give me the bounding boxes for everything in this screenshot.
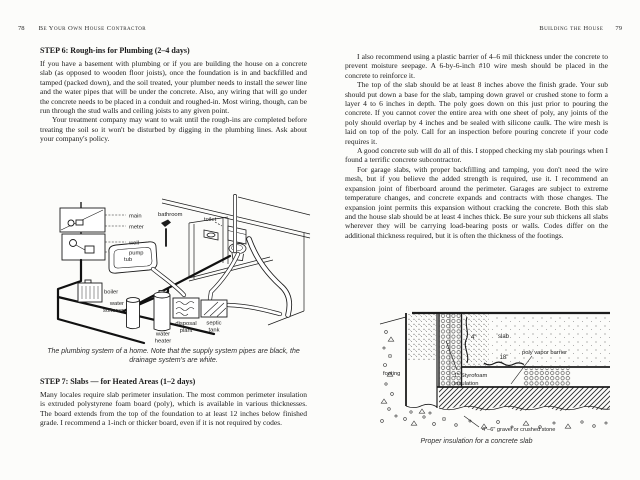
label-septic-1: septic [206,320,222,327]
label-septic-2: tank [208,327,220,334]
tub-shape [109,242,157,273]
step6-heading: STEP 6: Rough-ins for Plumbing (2–4 days) [40,46,190,55]
slab-insulation-diagram [378,308,610,436]
label-pump: pump [129,250,144,257]
label-tub: tub [124,257,133,263]
right-paragraph-1: I also recommend using a plastic barrier of 4–6 mil thickness under the concrete to prevent moisture seepage. A 6-by-6-inch #10 wire mesh should be placed in the concrete to reinforce it. [345,52,608,80]
plumbing-caption: The plumbing system of a home. Note that the supply system pipes are black, the drainage system's are white. [47,348,300,364]
label-disposal-2: plant [179,328,193,334]
page-number-right: 79 [615,25,622,32]
sink-shape [204,230,218,240]
step7-paragraph-1: Many locales require slab perimeter insulation. The most common perimeter insulation is extruded polystyrene foam board (poly), which is available in various thicknesses. The board extends from the top of the foundation to at least 12 inches below finished grade. I recommend a 1-inch or thicker board, even if it is not required by codes. [40,390,307,428]
label-poly-vapor-barrier: poly vapor barrier [522,350,568,356]
label-gravel: 4"–6" gravel or crushed stone [482,427,556,433]
running-head-left [18,25,310,32]
label-main: main [129,213,142,220]
step6-paragraph-1: If you have a basement with plumbing or if you are building the house on a concrete slab (as opposed to wooden floor joists), once the foundation is in and backfilled and tamped (packed down), and the soil treated, your plumber needs to install the sewer line and the water pipes that will be under the concrete. Also, any wiring that will go under the concrete needs to be placed in a conduit and roughed-in. Most wiring, though, can be run through the stud walls and ceiling joists to any given point. [40,59,307,116]
right-paragraph-2: The top of the slab should be at least 8 inches above the finish grade. Your sub should put down a base for the slab, tamping down gravel or crushed stone to form a layer 4 to 6 inches in depth. The poly goes down on this just prior to pouring the concrete. If you cannot cover the entire area with one sheet of poly, any joints of the poly should overlap by 4 inches and be sealed with silicone caulk. The wire mesh is laid on top of the poly. Call for an inspection before pouring concrete if your code requires it. [345,80,608,146]
label-water-softener-1: water [109,301,124,307]
label-meter: meter [129,224,144,231]
label-slab: slab [498,334,510,340]
label-water-heater-1: water [155,331,171,338]
right-text-column [345,52,608,240]
label-styrofoam-2: insulation [454,381,479,387]
underslab-insulation-texture [523,369,571,387]
label-4-inch: 4" [471,335,477,341]
meter-and-pump-boxes [60,202,105,260]
label-footing: footing [383,371,401,377]
concrete-stipple [408,314,611,366]
boiler-shape [78,280,102,302]
step6-paragraph-2: Your treatment company may want to wait until the rough-ins are completed before treating the soil so it won't be disturbed by digging in the plumbing lines. Ask about your company's policy. [40,115,307,144]
running-head-right [345,25,622,32]
label-water-heater-2: heater [154,338,172,345]
right-paragraph-3: A good concrete sub will do all of this. I stopped checking my slab pourings when I found a terrific concrete subcontractor. [345,146,608,165]
label-water-softener-2: softener [103,308,124,314]
water-softener-shape [127,298,140,329]
label-toilet: toilet [204,217,217,223]
right-page [320,0,640,480]
label-disposal-1: disposal [175,321,197,327]
disposal-plant-shape [173,298,199,318]
water-heater-shape [154,291,170,331]
label-boiler: boiler [104,289,119,296]
faucet-glyph [161,220,171,228]
step7-section [40,377,307,428]
septic-tank-shape [201,300,227,317]
plumbing-diagram [52,193,312,345]
running-head-left-text: Be Your Own House Contractor [38,25,147,32]
slab-caption: Proper insulation for a concrete slab [420,438,533,445]
label-styrofoam-1: 1" Styrofoam [454,373,488,379]
label-bathroom: bathroom [158,212,183,218]
right-paragraph-4: For garage slabs, with proper backfilling and tamping, you don't need the wire mesh, but if you believe the added strength is required, use it. I recommend an expansion joint of fiberboard around the perimeter. Garages are subject to extreme temperature changes, and concrete expands and contracts with those changes. The expansion joint permits this expansion without cracking the concrete. Both this slab and the house slab should be at least 4 inches thick. Be sure your sub thickens all slabs wherever they will be carrying load-bearing posts or walls. Codes differ on the additional thickness required, but it is often the thickness of the footings. [345,164,608,240]
gravel-hatch-region [439,387,610,411]
label-18-inch: 18" [499,355,509,361]
step7-heading: STEP 7: Slabs — for Heated Areas (1–2 days) [40,377,196,386]
step6-section [40,46,307,144]
running-head-right-text: Building the House [539,25,604,32]
label-well: well [129,240,139,247]
page-number-left: 78 [18,25,25,32]
